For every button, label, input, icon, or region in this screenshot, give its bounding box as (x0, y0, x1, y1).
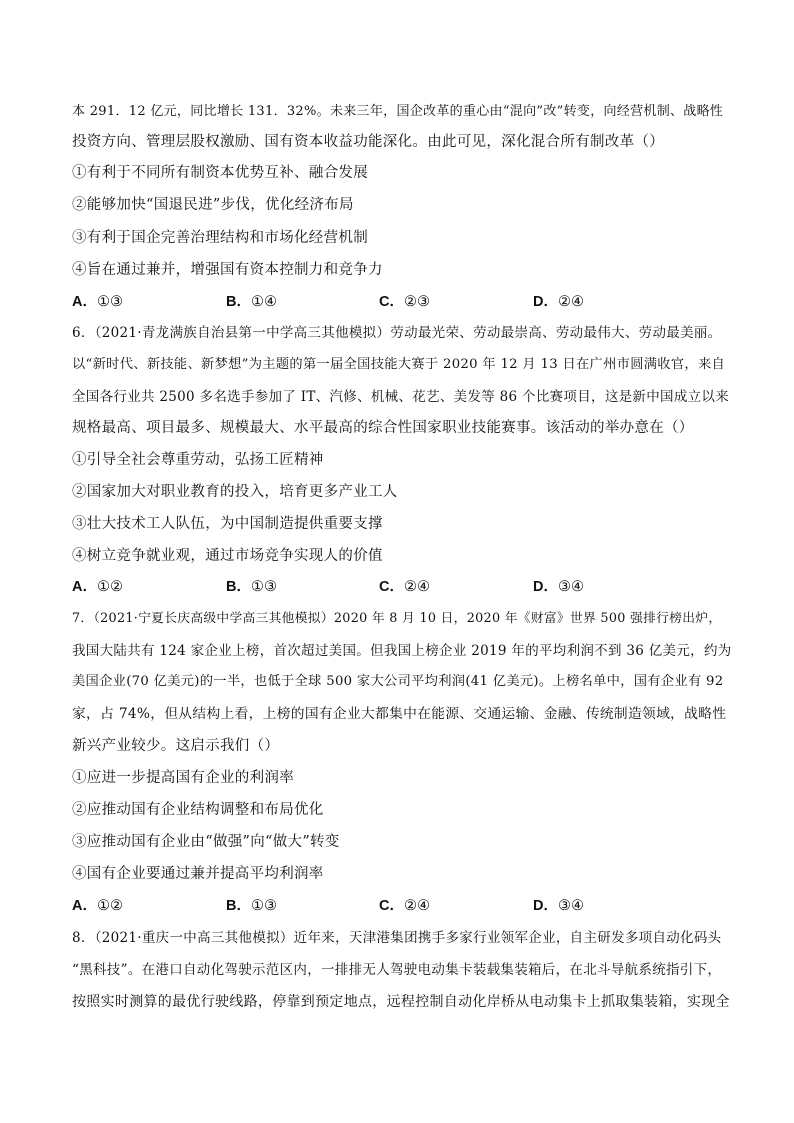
q5-statement-4: ④旨在通过兼并，增强国有资本控制力和竞争力 (72, 262, 383, 278)
q7-stem-line: 家，占 74%，但从结构上看，上榜的国有企业大都集中在能源、交通运输、金融、传统制造领域，战略性 (72, 706, 727, 722)
q5-statement-3: ③有利于国企完善治理结构和市场化经营机制 (72, 230, 368, 246)
q5-option-a[interactable]: A．①③ (72, 294, 123, 310)
q7-statement-3: ③应推动国有企业由“做强”向“做大”转变 (72, 834, 340, 850)
q5-statement-1: ①有利于不同所有制资本优势互补、融合发展 (72, 165, 368, 181)
q7-stem-line: 我国大陆共有 124 家企业上榜，首次超过美国。但我国上榜企业 2019 年的平均利润不到 36 亿美元，约为 (72, 643, 732, 659)
q6-option-a[interactable]: A．①② (72, 579, 123, 595)
q5-stem-line: 投资方向、管理层股权激励、国有资本收益功能深化。由此可见，深化混合所有制改革（） (72, 134, 664, 150)
q7-option-c[interactable]: C．②④ (379, 898, 430, 914)
q5-statement-2: ②能够加快“国退民进”步伐，优化经济布局 (72, 197, 354, 213)
q6-stem-line: 6．（2021·青龙满族自治县第一中学高三其他模拟）劳动最光荣、劳动最崇高、劳动最伟大、劳动最美丽。 (72, 325, 722, 341)
q6-statement-4: ④树立竞争就业观，通过市场竞争实现人的价值 (72, 548, 383, 564)
q6-option-d[interactable]: D．③④ (533, 579, 584, 595)
q7-statement-1: ①应进一步提高国有企业的利润率 (72, 770, 294, 786)
q5-option-b[interactable]: B．①④ (226, 294, 277, 310)
q7-stem-line: 7．（2021·宁夏长庆高级中学高三其他模拟）2020 年 8 月 10 日，2020 年《财富》世界 500 强排行榜出炉， (72, 611, 722, 626)
q6-stem-line: 全国各行业共 2500 多名选手参加了 IT、汽修、机械、花艺、美发等 86 个比赛项目，这是新中国成立以来 (72, 389, 730, 405)
q5-stem-line: 本 291．12 亿元，同比增长 131．32%。未来三年，国企改革的重心由“混向”改”转变，向经营机制、战略性 (72, 104, 724, 119)
q6-statement-3: ③壮大技术工人队伍，为中国制造提供重要支撑 (72, 516, 383, 532)
q6-stem-line: 规格最高、项目最多、规模最大、水平最高的综合性国家职业技能赛事。该活动的举办意在（） (72, 420, 694, 436)
q7-option-b[interactable]: B．①③ (226, 898, 277, 914)
q7-stem-line: 新兴产业较少。这启示我们（） (72, 738, 280, 754)
q7-option-a[interactable]: A．①② (72, 898, 123, 914)
q7-statement-2: ②应推动国有企业结构调整和布局优化 (72, 802, 324, 818)
q7-option-d[interactable]: D．③④ (533, 898, 584, 914)
q5-option-c[interactable]: C．②③ (379, 294, 430, 310)
q7-stem-line: 美国企业(70 亿美元)的一半，也低于全球 500 家大公司平均利润(41 亿美元)。上榜名单中，国有企业有 92 (72, 674, 724, 689)
q8-stem-line: 8．（2021·重庆一中高三其他模拟）近年来，天津港集团携手多家行业领军企业，自主研发多项自动化码头 (72, 930, 722, 946)
q8-stem-line: 按照实时测算的最优行驶线路，停靠到预定地点，远程控制自动化岸桥从电动集卡上抓取集装箱，实现全 (72, 994, 730, 1010)
q6-option-c[interactable]: C．②④ (379, 579, 430, 595)
q6-stem-line: 以“新时代、新技能、新梦想”为主题的第一届全国技能大赛于 2020 年 12 月 13 日在广州市圆满收官，来自 (72, 357, 726, 372)
q6-statement-2: ②国家加大对职业教育的投入，培育更多产业工人 (72, 484, 398, 500)
q6-statement-1: ①引导全社会尊重劳动，弘扬工匠精神 (72, 452, 324, 468)
q5-option-d[interactable]: D．②④ (533, 294, 584, 310)
q7-statement-4: ④国有企业要通过兼并提高平均利润率 (72, 866, 324, 882)
q6-option-b[interactable]: B．①③ (226, 579, 277, 595)
q8-stem-line: “黑科技”。在港口自动化驾驶示范区内，一排排无人驾驶电动集卡装载集装箱后，在北斗导航系统指引下， (72, 962, 722, 978)
